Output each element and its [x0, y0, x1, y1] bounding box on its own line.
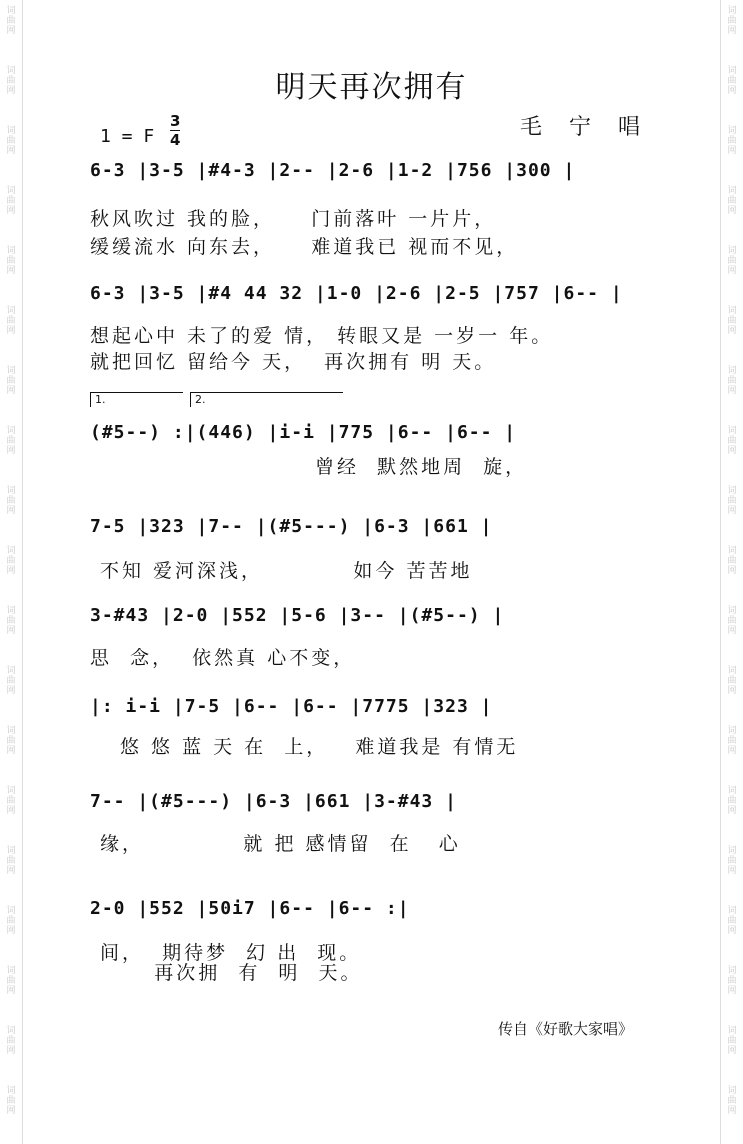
- lyric-line: 曾经 默然地周 旋，: [315, 456, 528, 478]
- watermark-stamp: 词 曲 网: [727, 1086, 737, 1116]
- watermark-stamp: 词 曲 网: [727, 426, 737, 456]
- notation-line: 6-3 |3-5 |#4-3 |2-- |2-6 |1-2 |756 |300 |: [90, 160, 576, 181]
- notation-line: 2-0 |552 |50i7 |6-- |6-- :|: [90, 898, 410, 919]
- watermark-stamp: 词 曲 网: [6, 1086, 16, 1116]
- watermark-stamp: 词 曲 网: [6, 846, 16, 876]
- watermark-stamp: 词 曲 网: [727, 126, 737, 156]
- watermark-stamp: 词 曲 网: [6, 186, 16, 216]
- watermark-stamp: 词 曲 网: [6, 486, 16, 516]
- lyric-line: 就把回忆 留给今 天， 再次拥有 明 天。: [90, 351, 497, 373]
- lyric-line: 间， 期待梦 幻 出 现。: [100, 942, 362, 964]
- lyric-line: 思 念， 依然真 心不变，: [90, 647, 356, 669]
- watermark-stamp: 词 曲 网: [6, 306, 16, 336]
- notation-line: 6-3 |3-5 |#4 44 32 |1-0 |2-6 |2-5 |757 |6-- |: [90, 283, 623, 304]
- singer-credit: 毛 宁 唱: [520, 115, 650, 140]
- time-signature-bottom: 4: [170, 131, 181, 149]
- song-title: 明天再次拥有: [275, 70, 468, 105]
- time-signature-top: 3: [170, 112, 181, 130]
- watermark-stamp: 词 曲 网: [6, 126, 16, 156]
- watermark-stamp: 词 曲 网: [727, 246, 737, 276]
- notation-line: |: i-i |7-5 |6-- |6-- |7775 |323 |: [90, 696, 493, 717]
- lyric-line: 秋风吹过 我的脸， 门前落叶 一片片，: [90, 208, 497, 230]
- watermark-stamp: 词 曲 网: [6, 546, 16, 576]
- watermark-stamp: 词 曲 网: [727, 966, 737, 996]
- watermark-stamp: 词 曲 网: [6, 246, 16, 276]
- watermark-stamp: 词 曲 网: [727, 786, 737, 816]
- notation-line: (#5--) :|(446) |i-i |775 |6-- |6-- |: [90, 422, 517, 443]
- lyric-line: 再次拥 有 明 天。: [100, 962, 363, 984]
- watermark-stamp: 词 曲 网: [6, 6, 16, 36]
- lyric-line: 缘， 就 把 感情留 在 心: [100, 833, 461, 855]
- watermark-stamp: 词 曲 网: [727, 606, 737, 636]
- watermark-stamp: 词 曲 网: [6, 666, 16, 696]
- watermark-stamp: 词 曲 网: [6, 366, 16, 396]
- volta-second-ending: 2.: [190, 392, 343, 407]
- watermark-stamp: 词 曲 网: [6, 726, 16, 756]
- watermark-stamp: 词 曲 网: [6, 66, 16, 96]
- source-credit: 传自《好歌大家唱》: [498, 1020, 634, 1038]
- watermark-stamp: 词 曲 网: [727, 366, 737, 396]
- lyric-line: 悠 悠 蓝 天 在 上， 难道我是 有情无: [120, 736, 519, 758]
- watermark-stamp: 词 曲 网: [6, 906, 16, 936]
- watermark-stamp: 词 曲 网: [727, 666, 737, 696]
- watermark-stamp: 词 曲 网: [727, 66, 737, 96]
- watermark-stamp: 词 曲 网: [727, 546, 737, 576]
- watermark-stamp: 词 曲 网: [6, 1026, 16, 1056]
- watermark-stamp: 词 曲 网: [727, 726, 737, 756]
- watermark-stamp: 词 曲 网: [727, 6, 737, 36]
- notation-line: 7-- |(#5---) |6-3 |661 |3-#43 |: [90, 791, 457, 812]
- notation-line: 3-#43 |2-0 |552 |5-6 |3-- |(#5--) |: [90, 605, 505, 626]
- notation-line: 7-5 |323 |7-- |(#5---) |6-3 |661 |: [90, 516, 493, 537]
- watermark-stamp: 词 曲 网: [727, 1026, 737, 1056]
- watermark-stamp: 词 曲 网: [6, 966, 16, 996]
- key-signature: 1 = F: [100, 126, 155, 147]
- lyric-line: 缓缓流水 向东去， 难道我已 视而不见，: [90, 236, 519, 258]
- time-signature: [170, 112, 180, 149]
- lyric-line: 想起心中 未了的爱 情， 转眼又是 一岁一 年。: [90, 325, 554, 347]
- lyric-line: 不知 爱河深浅， 如今 苦苦地: [100, 560, 473, 582]
- watermark-stamp: 词 曲 网: [727, 486, 737, 516]
- watermark-stamp: 词 曲 网: [6, 786, 16, 816]
- watermark-stamp: 词 曲 网: [6, 606, 16, 636]
- watermark-stamp: 词 曲 网: [727, 846, 737, 876]
- watermark-stamp: 词 曲 网: [727, 186, 737, 216]
- watermark-stamp: 词 曲 网: [6, 426, 16, 456]
- watermark-stamp: 词 曲 网: [727, 306, 737, 336]
- watermark-stamp: 词 曲 网: [727, 906, 737, 936]
- volta-first-ending: 1.: [90, 392, 183, 407]
